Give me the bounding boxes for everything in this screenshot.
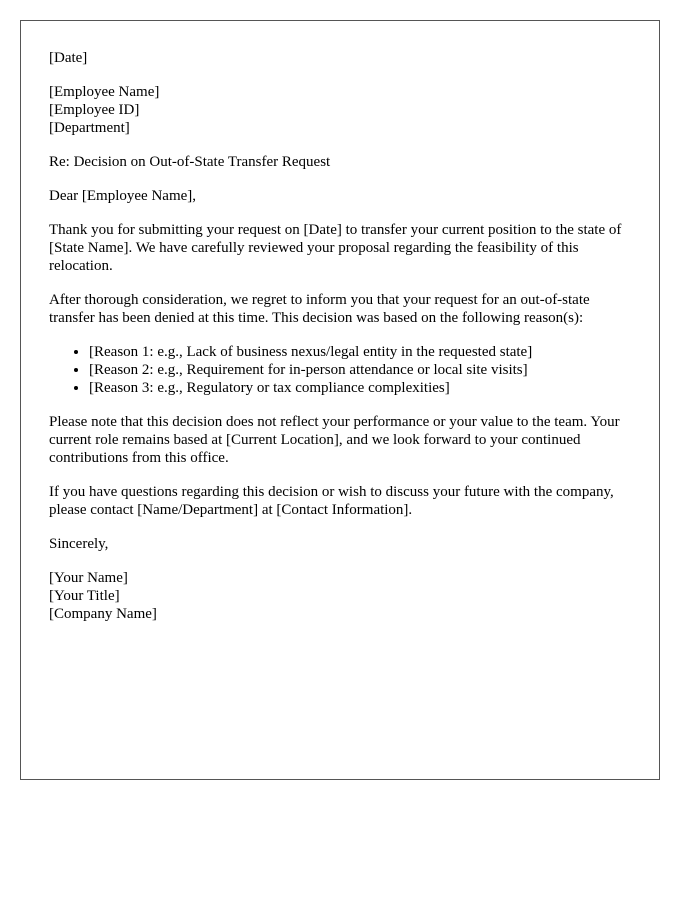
reason-item: • [Reason 2: e.g., Requirement for in-person attendance or local site visits] bbox=[89, 361, 631, 379]
reason-item: • [Reason 3: e.g., Regulatory or tax compliance complexities] bbox=[89, 379, 631, 397]
signature-block bbox=[49, 569, 631, 623]
salutation: Dear [Employee Name], bbox=[49, 188, 197, 204]
letter-date: [Date] bbox=[49, 50, 88, 66]
signature-company: [Company Name] bbox=[49, 606, 157, 622]
signature-title: [Your Title] bbox=[49, 588, 120, 604]
body-paragraph-4: If you have questions regarding this decision or wish to discuss your future with the company, please contact [Name/Department] at [Contact Information]. bbox=[49, 484, 614, 518]
letter-page bbox=[20, 20, 660, 780]
body-paragraph-2: After thorough consideration, we regret to inform you that your request for an out-of-state transfer has been denied at this time. This decision was based on the following reason(s): bbox=[49, 292, 590, 326]
recipient-block bbox=[49, 83, 631, 137]
signature-name: [Your Name] bbox=[49, 570, 128, 586]
body-paragraph-1: Thank you for submitting your request on [Date] to transfer your current position to the state of [State Name]. We have carefully reviewed your proposal regarding the feasibility of this relocation. bbox=[49, 222, 622, 274]
body-paragraph-3: Please note that this decision does not reflect your performance or your value to the team. Your current role remains based at [Current Location], and we look forward to your continued contributions from this office. bbox=[49, 414, 620, 466]
recipient-id: [Employee ID] bbox=[49, 102, 140, 118]
reasons-list bbox=[49, 343, 631, 397]
subject-line: Re: Decision on Out-of-State Transfer Request bbox=[49, 154, 331, 170]
closing: Sincerely, bbox=[49, 536, 109, 552]
recipient-department: [Department] bbox=[49, 120, 130, 136]
reason-item: • [Reason 1: e.g., Lack of business nexus/legal entity in the requested state] bbox=[89, 343, 631, 361]
recipient-name: [Employee Name] bbox=[49, 84, 160, 100]
